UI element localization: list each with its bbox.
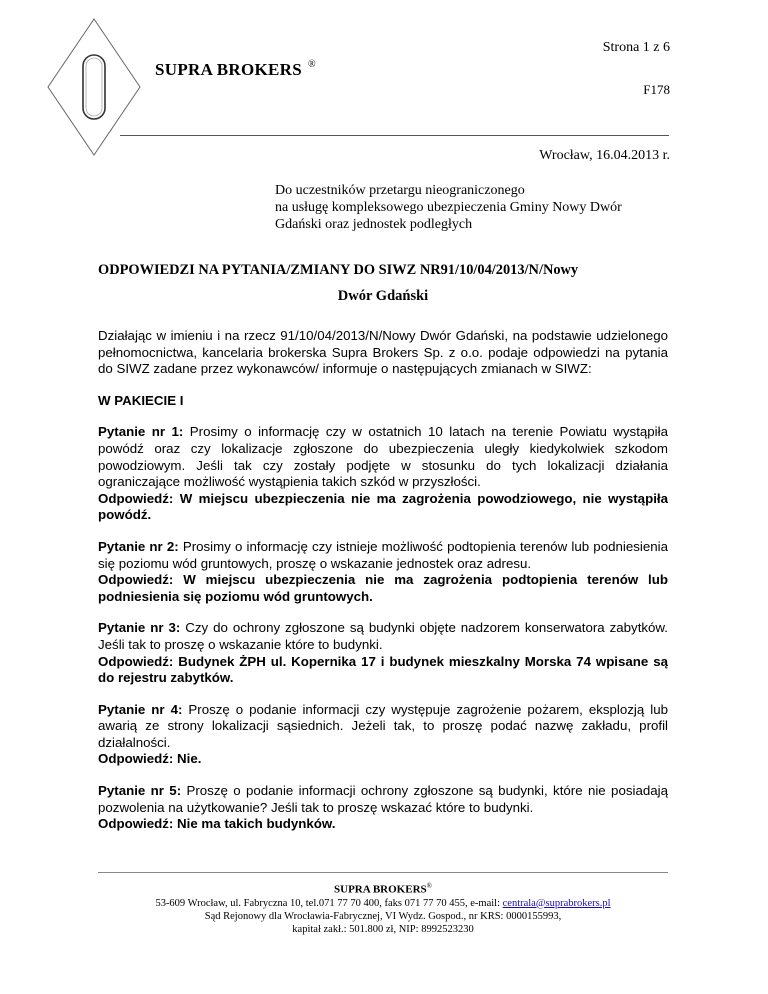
footer-court: Sąd Rejonowy dla Wrocławia-Fabrycznej, VI Wydz. Gospod., nr KRS: 0000155993, xyxy=(204,910,562,922)
form-code: F178 xyxy=(643,82,670,97)
footer-brand: SUPRA BROKERS® xyxy=(334,882,432,896)
date-line: Wrocław, 16.04.2013 r. xyxy=(539,148,670,163)
question-text: Proszę o podanie informacji czy występuje zagrożenie pożarem, eksplozją lub awarią ze strony lokalizacji sąsiednich. Jeżeli tak, to proszę podać nazwę zakładu, profil działalności. xyxy=(98,701,668,750)
document-title-line-2: Dwór Gdański xyxy=(337,288,429,304)
header-divider xyxy=(120,135,669,136)
question-text: Prosimy o informację czy istnieje możliwość podtopienia terenów lub podniesienia się poziomu wód gruntowych, proszę o wskazanie jednostek oraz adresu. xyxy=(98,538,668,571)
question-text: Prosimy o informację czy w ostatnich 10 latach na terenie Powiatu wystąpiła powódź oraz czy lokalizacje zgłoszone do ubezpieczenia uległy kiedykolwiek szkodom powodziowym. Jeśli tak czy zostały podjęte w stosunku do tych lokalizacji działania ograniczające możliwość wystąpienia takich szkód w przyszłości. xyxy=(98,424,668,490)
addressee-line: Do uczestników przetargu nieograniczonego xyxy=(275,183,525,198)
document-body xyxy=(98,328,668,848)
page-number: Strona 1 z 6 xyxy=(602,40,670,55)
footer-email-link[interactable]: centrala@suprabrokers.pl xyxy=(502,897,611,909)
qa-item-1 xyxy=(98,424,668,524)
header-brand: SUPRA BROKERS ® xyxy=(155,59,316,79)
addressee-block xyxy=(275,182,675,233)
question-label: Pytanie nr 4: xyxy=(98,701,183,717)
qa-item-5 xyxy=(98,783,668,833)
footer-address: 53-609 Wrocław, ul. Fabryczna 10, tel.071 77 70 400, faks 071 77 70 455, e-mail: centrala@suprabrokers.pl xyxy=(155,897,611,909)
question-label: Pytanie nr 5: xyxy=(98,783,182,799)
answer-text: Odpowiedź: Nie ma takich budynków. xyxy=(98,816,336,832)
question-label: Pytanie nr 2: xyxy=(98,538,179,554)
supra-brokers-logo-icon xyxy=(46,17,142,157)
question-label: Pytanie nr 1: xyxy=(98,424,184,440)
qa-item-2 xyxy=(98,539,668,605)
qa-item-3 xyxy=(98,620,668,686)
addressee-line: Gdański oraz jednostek podległych xyxy=(275,217,473,232)
section-title: W PAKIECIE I xyxy=(98,392,184,408)
document-title-line-1: ODPOWIEDZI NA PYTANIA/ZMIANY DO SIWZ NR91/10/04/2013/N/Nowy xyxy=(98,262,579,278)
footer-capital: kapitał zakł.: 501.800 zł, NIP: 8992523230 xyxy=(292,923,474,935)
question-text: Czy do ochrony zgłoszone są budynki objęte nadzorem konserwatora zabytków. Jeśli tak to proszę o wskazanie które to budynki. xyxy=(98,620,669,652)
footer-divider xyxy=(98,872,668,873)
question-label: Pytanie nr 3: xyxy=(98,620,181,636)
answer-text: Odpowiedź: W miejscu ubezpieczenia nie ma zagrożenia podtopienia terenów lub podniesienia się poziomu wód gruntowych. xyxy=(98,572,668,604)
answer-text: Odpowiedź: Nie. xyxy=(98,751,202,767)
footer xyxy=(98,880,668,936)
question-text: Proszę o podanie informacji ochrony zgłoszone są budynki, które nie posiadają pozwolenia na użytkowanie? Jeśli tak to proszę wskazać które to budynki. xyxy=(98,783,668,815)
addressee-line: na usługę kompleksowego ubezpieczenia Gminy Nowy Dwór xyxy=(275,200,622,215)
intro-paragraph: Działając w imieniu i na rzecz 91/10/04/2013/N/Nowy Dwór Gdański, na podstawie udzielonego pełnomocnictwa, kancelaria brokerska Supra Brokers Sp. z o.o. podaje odpowiedzi na pytania do SIWZ zadane przez wykonawców/ informuje o następujących zmianach w SIWZ: xyxy=(98,328,668,377)
answer-text: Odpowiedź: Budynek ŻPH ul. Kopernika 17 i budynek mieszkalny Morska 74 wpisane są do rejestru zabytków. xyxy=(98,653,668,686)
qa-item-4 xyxy=(98,702,668,768)
answer-text: Odpowiedź: W miejscu ubezpieczenia nie ma zagrożenia powodziowego, nie wystąpiła powódź. xyxy=(98,490,668,523)
